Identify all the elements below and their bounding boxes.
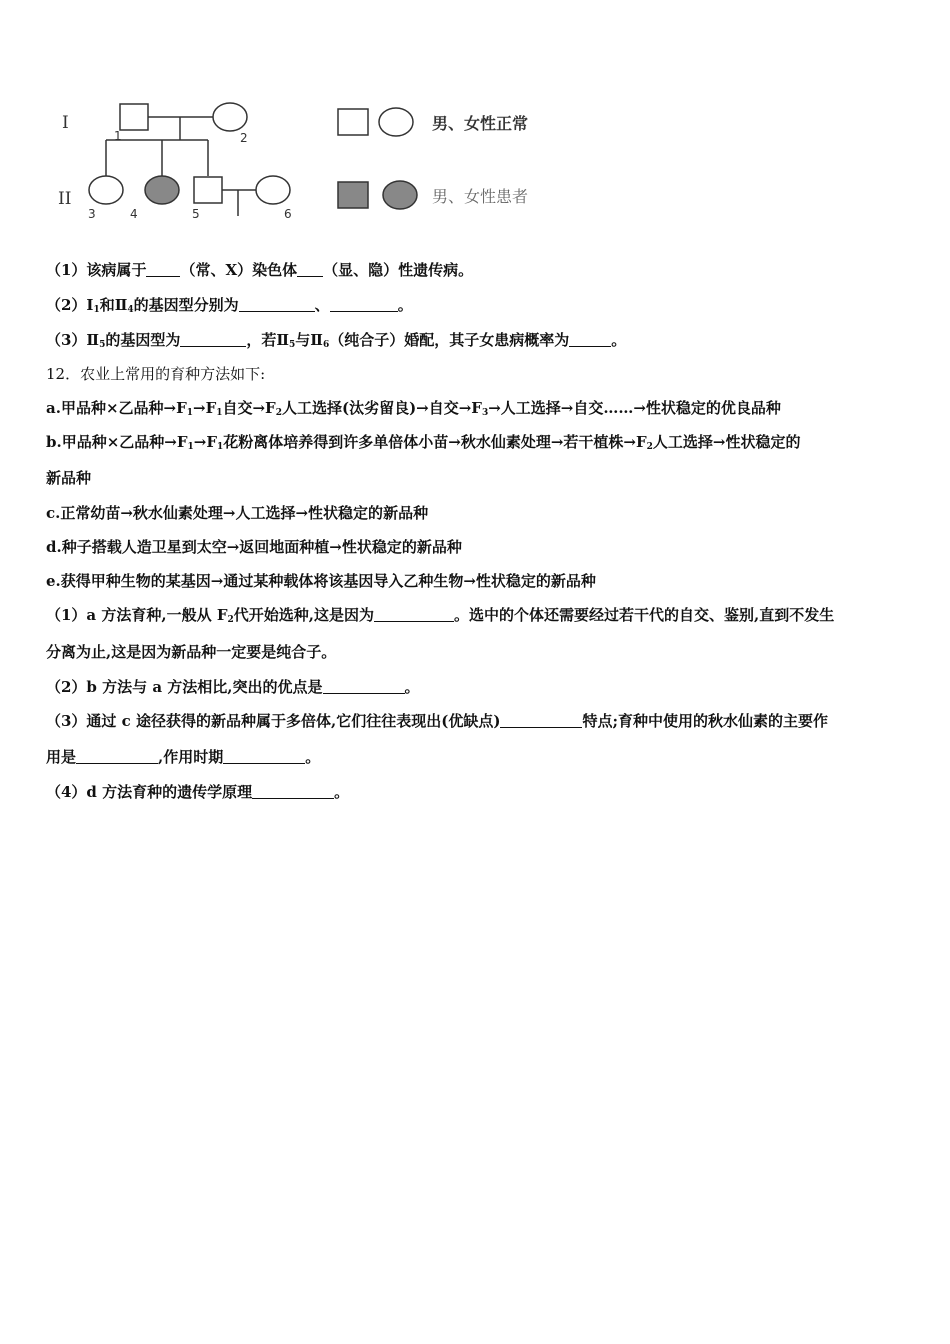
label-1: 1 [114, 129, 122, 143]
method-c: c.正常幼苗→秋水仙素处理→人工选择→性状稳定的新品种 [46, 504, 429, 522]
legend-male-affected-icon [338, 182, 368, 208]
pedigree-chart [50, 92, 570, 232]
answer-blank[interactable] [76, 749, 158, 764]
label-6: 6 [284, 207, 292, 221]
answer-blank[interactable] [146, 262, 180, 277]
answer-blank[interactable] [297, 262, 323, 277]
answer-blank[interactable] [252, 784, 334, 799]
individual-I1-male-normal [120, 104, 148, 130]
answer-blank[interactable] [569, 332, 611, 347]
label-3: 3 [88, 207, 96, 221]
label-5: 5 [192, 207, 200, 221]
q12-part1: （1）a 方法育种,一般从 $F_2$代开始选种,这是因为 。选中的个体还需要经过若干代的自交、鉴别,直到不发生 [46, 606, 835, 625]
answer-blank[interactable] [223, 749, 305, 764]
generation-2-label: II [58, 189, 72, 209]
method-b-cont: 新品种 [46, 469, 92, 487]
answer-blank[interactable] [239, 297, 315, 312]
answer-blank[interactable] [323, 679, 405, 694]
individual-II4-female-affected [145, 176, 179, 204]
q11-part3: $(3)Ⅱ_5$的基因型为 ，若$Ⅱ_5$与$Ⅱ_6$（纯合子）婚配，其子女患病概率为 。 [46, 331, 627, 350]
legend-normal-text: 男、女性正常 [432, 114, 529, 133]
generation-1-label: I [62, 113, 69, 133]
q12-part3-cont: 用是 ,作用时期 。 [46, 748, 321, 766]
method-b: b.甲品种×乙品种$\to F_1\to F_1$花粉离体培养得到许多单倍体小苗→秋水仙素处理→若干植株$\to F_2$人工选择→性状稳定的 [46, 433, 801, 452]
q12-part2: （2）b 方法与 a 方法相比,突出的优点是 。 [46, 678, 420, 696]
individual-I2-female-normal [213, 103, 247, 131]
q11-part2: $(2)Ⅰ_1$和$Ⅱ_4$的基因型分别为 、 。 [46, 296, 413, 315]
individual-II3-female-normal [89, 176, 123, 204]
q11-part1: （1）该病属于 （常、X）染色体 （显、隐）性遗传病。 [46, 261, 474, 279]
answer-blank[interactable] [330, 297, 398, 312]
legend-male-normal-icon [338, 109, 368, 135]
method-a: a.甲品种×乙品种$\to F_1\to F_1$自交$\to F_2$人工选择(汰劣留良)→自交$\to F_3\to$人工选择→自交……→性状稳定的优良品种 [46, 399, 781, 418]
label-4: 4 [130, 207, 138, 221]
legend-female-normal-icon [379, 108, 413, 136]
legend-female-affected-icon [383, 181, 417, 209]
individual-II6-female-normal [256, 176, 290, 204]
label-2: 2 [240, 131, 248, 145]
answer-blank[interactable] [374, 607, 454, 622]
q12-part3: （3）通过 c 途径获得的新品种属于多倍体,它们往往表现出(优缺点) 特点;育种中使用的秋水仙素的主要作 [46, 712, 828, 730]
method-d: d.种子搭载人造卫星到太空→返回地面种植→性状稳定的新品种 [46, 538, 462, 556]
q12-part1-cont: 分离为止,这是因为新品种一定要是纯合子。 [46, 643, 337, 661]
individual-II5-male-normal [194, 177, 222, 203]
legend-affected-text: 男、女性患者 [432, 187, 529, 206]
q12-part4: （4）d 方法育种的遗传学原理 。 [46, 783, 350, 801]
q12-title: 12．农业上常用的育种方法如下: [46, 365, 266, 383]
answer-blank[interactable] [500, 713, 582, 728]
method-e: e.获得甲种生物的某基因→通过某种载体将该基因导入乙种生物→性状稳定的新品种 [46, 572, 596, 590]
answer-blank[interactable] [180, 332, 246, 347]
